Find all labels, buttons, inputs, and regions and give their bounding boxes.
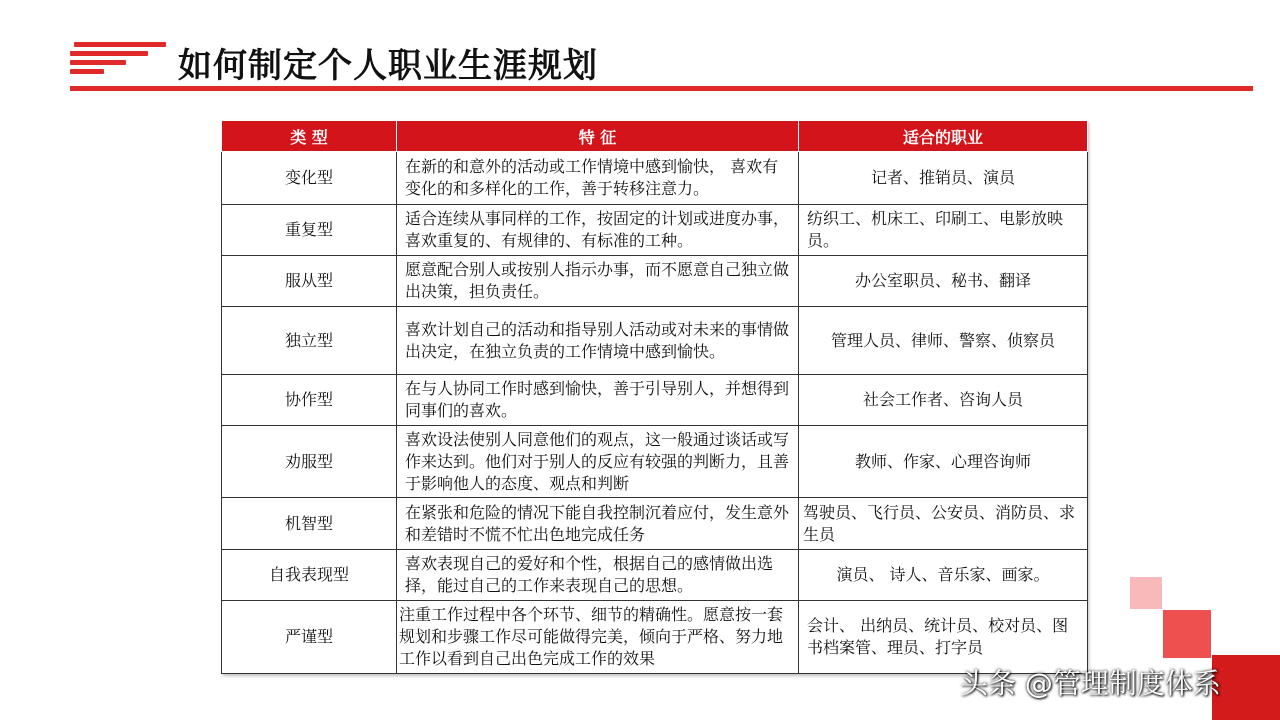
decor-square-mid <box>1163 610 1211 658</box>
jobs-cell: 办公室职员、秘书、翻译 <box>799 256 1088 307</box>
type-cell: 严谨型 <box>222 601 397 674</box>
table-row <box>222 601 1088 674</box>
type-cell: 协作型 <box>222 375 397 426</box>
type-cell: 重复型 <box>222 205 397 256</box>
table-row <box>222 256 1088 307</box>
table-row <box>222 550 1088 601</box>
feature-cell: 愿意配合别人或按别人指示办事，而不愿意自己独立做出决策，担负责任。 <box>397 256 799 307</box>
feature-cell: 在新的和意外的活动或工作情境中感到愉快， 喜欢有变化的和多样化的工作，善于转移注意力。 <box>397 152 799 205</box>
feature-cell: 在紧张和危险的情况下能自我控制沉着应付，发生意外和差错时不慌不忙出色地完成任务 <box>397 498 799 550</box>
table-row <box>222 426 1088 498</box>
jobs-cell: 社会工作者、咨询人员 <box>799 375 1088 426</box>
jobs-cell: 管理人员、律师、警察、侦察员 <box>799 307 1088 375</box>
feature-cell: 在与人协同工作时感到愉快，善于引导别人，并想得到同事们的喜欢。 <box>397 375 799 426</box>
table-row <box>222 375 1088 426</box>
decor-square-dark <box>1212 655 1280 720</box>
feature-cell: 喜欢表现自己的爱好和个性，根据自己的感情做出选择，能过自己的工作来表现自己的思想。 <box>397 550 799 601</box>
table-row <box>222 307 1088 375</box>
feature-cell: 适合连续从事同样的工作，按固定的计划或进度办事，喜欢重复的、有规律的、有标准的工种。 <box>397 205 799 256</box>
feature-cell: 喜欢计划自己的活动和指导别人活动或对未来的事情做出决定，在独立负责的工作情境中感到愉快。 <box>397 307 799 375</box>
jobs-cell: 会计、 出纳员、统计员、校对员、图书档案管、理员、打字员 <box>799 601 1088 674</box>
jobs-cell: 驾驶员、飞行员、公安员、消防员、求生员 <box>799 498 1088 550</box>
feature-cell: 喜欢设法使别人同意他们的观点，这一般通过谈话或写作来达到。他们对于别人的反应有较强的判断力，且善于影响他人的态度、观点和判断 <box>397 426 799 498</box>
header-logo-bars <box>70 42 170 82</box>
jobs-cell: 演员、 诗人、音乐家、画家。 <box>799 550 1088 601</box>
type-cell: 劝服型 <box>222 426 397 498</box>
column-header-feature: 特 征 <box>397 121 799 152</box>
jobs-cell: 教师、作家、心理咨询师 <box>799 426 1088 498</box>
table-row <box>222 152 1088 205</box>
table-row <box>222 498 1088 550</box>
decor-square-light <box>1130 577 1162 609</box>
table-header-row <box>222 121 1088 152</box>
column-header-type: 类 型 <box>222 121 397 152</box>
type-cell: 服从型 <box>222 256 397 307</box>
type-cell: 机智型 <box>222 498 397 550</box>
type-cell: 独立型 <box>222 307 397 375</box>
table-row <box>222 205 1088 256</box>
column-header-jobs: 适合的职业 <box>799 121 1088 152</box>
header-divider <box>70 86 1253 91</box>
jobs-cell: 记者、推销员、演员 <box>799 152 1088 205</box>
type-cell: 变化型 <box>222 152 397 205</box>
type-cell: 自我表现型 <box>222 550 397 601</box>
jobs-cell: 纺织工、机床工、印刷工、电影放映员。 <box>799 205 1088 256</box>
watermark-text: 头条 @管理制度体系 <box>960 667 1221 700</box>
career-type-table <box>221 120 1087 674</box>
page-title: 如何制定个人职业生涯规划 <box>178 46 598 86</box>
feature-cell: 注重工作过程中各个环节、细节的精确性。愿意按一套规划和步骤工作尽可能做得完美，倾向于严格、努力地工作以看到自己出色完成工作的效果 <box>397 601 799 674</box>
